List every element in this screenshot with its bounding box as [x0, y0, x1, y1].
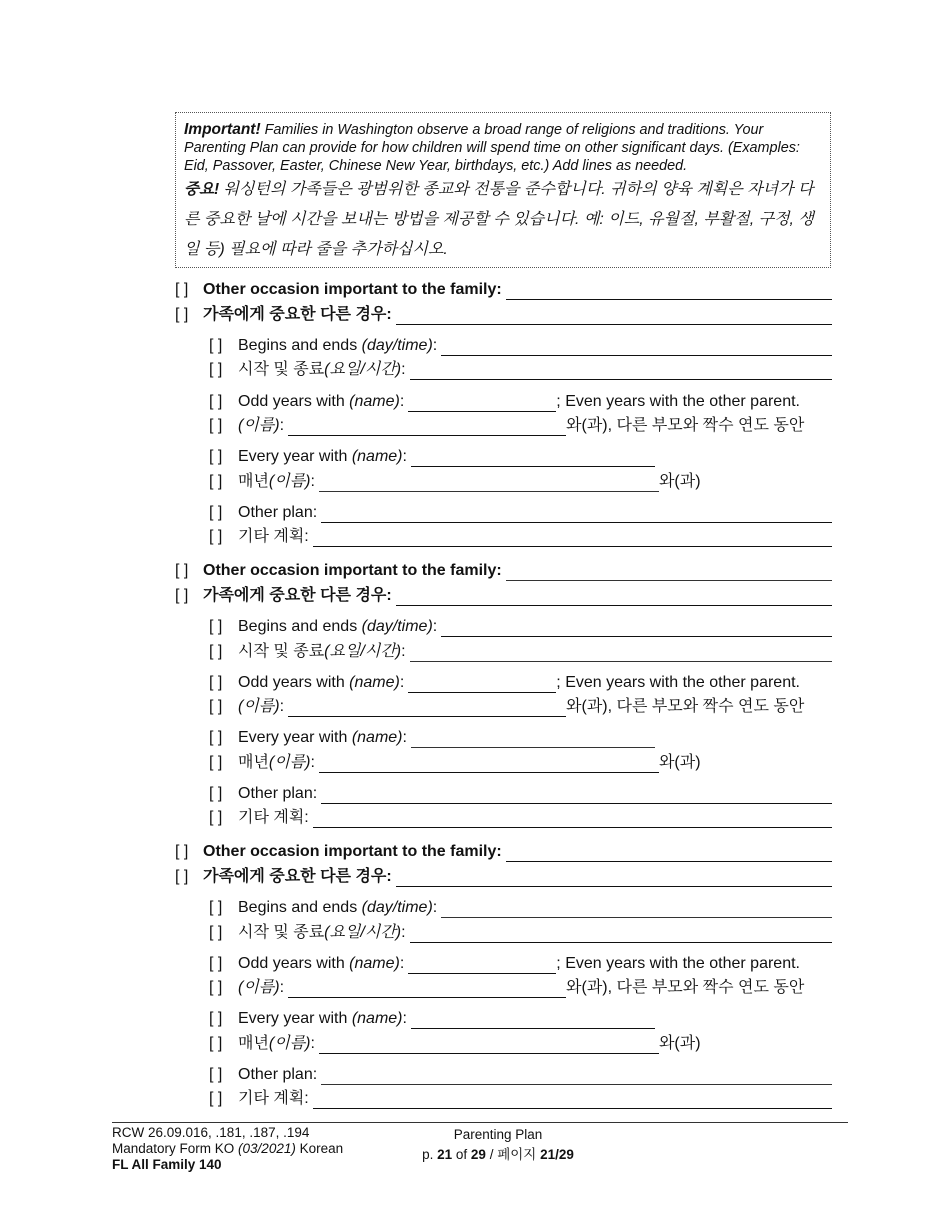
every-name-field[interactable]	[411, 452, 655, 467]
checkbox[interactable]: [ ]	[209, 955, 223, 972]
occasion-1-every-en: [ ] Every year with (name):	[209, 447, 832, 467]
occasion-2-row-en: [ ] Other occasion important to the family:	[175, 561, 832, 581]
notice-korean: 중요! 워싱턴의 가족들은 광범위한 종교와 전통을 준수합니다. 귀하의 양육 계획은 자녀가 다른 중요한 날에 시간을 보내는 방법을 제공할 수 있습니다. 예: 이드, 유월절, 부활절, 구정, 생일 등) 필요에 따라 줄을 추가하십시오.	[184, 181, 814, 258]
occasion-3-other-ko: [ ] 기타 계획:	[209, 1089, 832, 1109]
checkbox[interactable]: [ ]	[209, 473, 223, 490]
begins-ko-field[interactable]	[410, 365, 832, 380]
footer-page-info: Parenting Plan p. 21 of 29 / 페이지 21/29	[422, 1127, 574, 1162]
other-plan-field[interactable]	[321, 508, 832, 523]
occasion-2-ko-field[interactable]	[396, 591, 832, 606]
occasion-1-begins-en: [ ] Begins and ends (day/time):	[209, 336, 832, 356]
checkbox[interactable]: [ ]	[209, 504, 223, 521]
occasion-3-row-ko: [ ] 가족에게 중요한 다른 경우:	[175, 867, 832, 887]
occasion-1-other-ko: [ ] 기타 계획:	[209, 527, 832, 547]
occasion-1-begins-ko: [ ] 시작 및 종료(요일/시간):	[209, 360, 832, 380]
checkbox[interactable]: [ ]	[209, 1066, 223, 1083]
occasion-3-ko-field[interactable]	[396, 872, 832, 887]
odd-name-field[interactable]	[408, 959, 556, 974]
occasion-1-ko-field[interactable]	[396, 310, 832, 325]
checkbox[interactable]: [ ]	[209, 393, 223, 410]
begins-field[interactable]	[441, 341, 832, 356]
occasion-2-begins-ko: [ ] 시작 및 종료(요일/시간):	[209, 642, 832, 662]
odd-name-ko-field[interactable]	[288, 983, 566, 998]
checkbox[interactable]: [ ]	[209, 899, 223, 916]
checkbox[interactable]: [ ]	[209, 361, 223, 378]
checkbox[interactable]: [ ]	[209, 809, 223, 826]
occasion-2-odd-ko: [ ] (이름): 와(과), 다른 부모와 짝수 연도 동안	[209, 698, 805, 715]
odd-name-ko-field[interactable]	[288, 421, 566, 436]
occasion-3-begins-ko: [ ] 시작 및 종료(요일/시간):	[209, 923, 832, 943]
occasion-1-row-ko: [ ] 가족에게 중요한 다른 경우:	[175, 305, 832, 325]
occasion-3-row-en: [ ] Other occasion important to the family:	[175, 842, 832, 862]
checkbox[interactable]: [ ]	[209, 698, 223, 715]
every-name-ko-field[interactable]	[319, 758, 659, 773]
checkbox[interactable]: [ ]	[209, 674, 223, 691]
checkbox[interactable]: [ ]	[209, 1090, 223, 1107]
other-plan-ko-field[interactable]	[313, 1094, 832, 1109]
odd-name-ko-field[interactable]	[288, 702, 566, 717]
checkbox[interactable]: [ ]	[209, 785, 223, 802]
occasion-3-field[interactable]	[506, 847, 832, 862]
footer-form-info: RCW 26.09.016, .181, .187, .194 Mandatory Form KO (03/2021) Korean FL All Family 140	[112, 1125, 344, 1172]
checkbox[interactable]: [ ]	[209, 1010, 223, 1027]
checkbox[interactable]: [ ]	[209, 754, 223, 771]
occasion-1-ko-checkbox[interactable]: [ ]	[175, 306, 189, 323]
every-name-field[interactable]	[411, 1014, 655, 1029]
odd-name-field[interactable]	[408, 397, 556, 412]
notice-english: Important! Families in Washington observe a broad range of religions and traditions. Your Parenting Plan can provide for how children will spend time on other significant days. (Examples: Eid, Passover, Easter, Chinese New Year, birthdays, etc.) Add lines as needed.	[184, 121, 800, 174]
occasion-3-every-en: [ ] Every year with (name):	[209, 1009, 832, 1029]
other-plan-field[interactable]	[321, 789, 832, 804]
occasion-2-every-en: [ ] Every year with (name):	[209, 728, 832, 748]
occasion-1-every-ko: [ ] 매년(이름): 와(과)	[209, 473, 701, 490]
occasion-2-begins-en: [ ] Begins and ends (day/time):	[209, 617, 832, 637]
occasion-2-ko-checkbox[interactable]: [ ]	[175, 587, 189, 604]
occasion-1-field[interactable]	[506, 285, 832, 300]
checkbox[interactable]: [ ]	[209, 528, 223, 545]
occasion-1-row-en: [ ] Other occasion important to the family:	[175, 280, 832, 300]
every-name-ko-field[interactable]	[319, 477, 659, 492]
checkbox[interactable]: [ ]	[209, 643, 223, 660]
checkbox[interactable]: [ ]	[209, 337, 223, 354]
occasion-1-checkbox[interactable]: [ ]	[175, 281, 189, 298]
occasion-2-odd-en: [ ] Odd years with (name): ; Even years with the other parent.	[209, 674, 800, 691]
important-notice	[175, 112, 831, 268]
occasion-3-other-en: [ ] Other plan:	[209, 1065, 832, 1085]
occasion-3-odd-en: [ ] Odd years with (name): ; Even years with the other parent.	[209, 955, 800, 972]
begins-field[interactable]	[441, 622, 832, 637]
occasion-1-odd-ko: [ ] (이름): 와(과), 다른 부모와 짝수 연도 동안	[209, 417, 805, 434]
checkbox[interactable]: [ ]	[209, 979, 223, 996]
checkbox[interactable]: [ ]	[209, 618, 223, 635]
begins-ko-field[interactable]	[410, 647, 832, 662]
every-name-field[interactable]	[411, 733, 655, 748]
occasion-3-ko-checkbox[interactable]: [ ]	[175, 868, 189, 885]
occasion-2-every-ko: [ ] 매년(이름): 와(과)	[209, 754, 701, 771]
occasion-2-other-en: [ ] Other plan:	[209, 784, 832, 804]
occasion-3-every-ko: [ ] 매년(이름): 와(과)	[209, 1035, 701, 1052]
every-name-ko-field[interactable]	[319, 1039, 659, 1054]
occasion-2-row-ko: [ ] 가족에게 중요한 다른 경우:	[175, 586, 832, 606]
occasion-2-checkbox[interactable]: [ ]	[175, 562, 189, 579]
occasion-3-checkbox[interactable]: [ ]	[175, 843, 189, 860]
odd-name-field[interactable]	[408, 678, 556, 693]
checkbox[interactable]: [ ]	[209, 417, 223, 434]
checkbox[interactable]: [ ]	[209, 729, 223, 746]
occasion-3-odd-ko: [ ] (이름): 와(과), 다른 부모와 짝수 연도 동안	[209, 979, 805, 996]
other-plan-ko-field[interactable]	[313, 813, 832, 828]
checkbox[interactable]: [ ]	[209, 924, 223, 941]
occasion-2-other-ko: [ ] 기타 계획:	[209, 808, 832, 828]
other-plan-ko-field[interactable]	[313, 532, 832, 547]
page-footer	[112, 1122, 848, 1172]
begins-ko-field[interactable]	[410, 928, 832, 943]
checkbox[interactable]: [ ]	[209, 448, 223, 465]
occasion-3-begins-en: [ ] Begins and ends (day/time):	[209, 898, 832, 918]
checkbox[interactable]: [ ]	[209, 1035, 223, 1052]
occasion-1-other-en: [ ] Other plan:	[209, 503, 832, 523]
begins-field[interactable]	[441, 903, 832, 918]
other-plan-field[interactable]	[321, 1070, 832, 1085]
occasion-2-field[interactable]	[506, 566, 832, 581]
occasion-1-odd-en: [ ] Odd years with (name): ; Even years with the other parent.	[209, 393, 800, 410]
